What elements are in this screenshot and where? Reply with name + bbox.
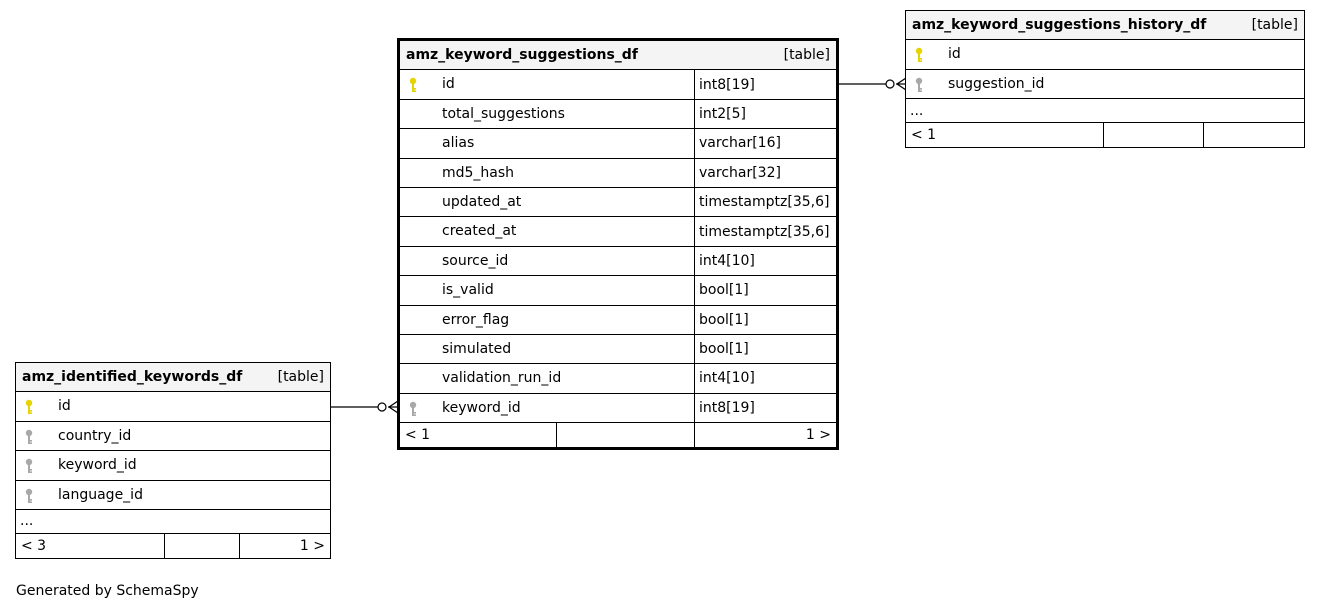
- column-row[interactable]: [400, 306, 836, 335]
- column-type: timestamptz[35,6]: [694, 188, 836, 216]
- column-name: is_valid: [442, 282, 494, 299]
- table-footer: [400, 423, 836, 447]
- parents-count[interactable]: < 1: [911, 127, 937, 144]
- relationship-suggestions-history: [838, 78, 906, 90]
- children-count: [1203, 123, 1304, 147]
- column-name: simulated: [442, 340, 512, 357]
- column-row[interactable]: [16, 392, 330, 421]
- primary-key-icon: [408, 77, 418, 93]
- children-count[interactable]: 1 >: [694, 423, 836, 447]
- column-type: varchar[16]: [694, 129, 836, 157]
- column-name: keyword_id: [58, 457, 137, 474]
- column-row[interactable]: [400, 364, 836, 393]
- column-name: alias: [442, 135, 475, 152]
- foreign-key-icon: [24, 429, 34, 445]
- column-row[interactable]: [400, 100, 836, 129]
- more-columns: ...: [906, 99, 1304, 123]
- column-row[interactable]: [400, 394, 836, 423]
- table-name[interactable]: amz_keyword_suggestions_df: [406, 47, 638, 63]
- generator-credit: Generated by SchemaSpy: [16, 583, 199, 599]
- column-row[interactable]: [400, 129, 836, 158]
- column-row[interactable]: [400, 159, 836, 188]
- column-type: int2[5]: [694, 100, 836, 128]
- parents-count[interactable]: < 1: [405, 427, 431, 444]
- table-kind: [table]: [1251, 17, 1298, 33]
- table-suggestions[interactable]: [397, 38, 839, 450]
- table-footer: [906, 123, 1304, 147]
- foreign-key-icon: [24, 458, 34, 474]
- column-row[interactable]: [400, 335, 836, 364]
- column-row[interactable]: [400, 70, 836, 99]
- column-name: md5_hash: [442, 164, 515, 181]
- column-name: id: [948, 46, 961, 63]
- foreign-key-icon: [408, 401, 418, 417]
- table-kind: [table]: [277, 369, 324, 385]
- relationship-identified-suggestions: [331, 401, 398, 413]
- children-count[interactable]: 1 >: [239, 534, 330, 558]
- table-header: [400, 41, 836, 70]
- table-identified[interactable]: [15, 362, 331, 559]
- column-row[interactable]: [400, 276, 836, 305]
- column-type: timestamptz[35,6]: [694, 217, 836, 245]
- column-type: int4[10]: [694, 247, 836, 275]
- column-row[interactable]: [16, 422, 330, 451]
- column-row[interactable]: [400, 247, 836, 276]
- column-row[interactable]: [16, 451, 330, 480]
- more-columns: ...: [16, 510, 330, 534]
- column-name: source_id: [442, 252, 509, 269]
- footer-spacer: [1103, 123, 1203, 147]
- column-type: bool[1]: [694, 306, 836, 334]
- column-row[interactable]: [906, 70, 1304, 99]
- column-name: country_id: [58, 427, 132, 444]
- column-name: created_at: [442, 223, 517, 240]
- table-name[interactable]: amz_identified_keywords_df: [22, 369, 243, 385]
- primary-key-icon: [24, 399, 34, 415]
- table-name[interactable]: amz_keyword_suggestions_history_df: [912, 17, 1207, 33]
- column-name: validation_run_id: [442, 370, 562, 387]
- column-type: int4[10]: [694, 364, 836, 392]
- column-row[interactable]: [400, 188, 836, 217]
- parents-count[interactable]: < 3: [21, 537, 47, 554]
- column-type: varchar[32]: [694, 159, 836, 187]
- column-type: bool[1]: [694, 335, 836, 363]
- column-name: language_id: [58, 486, 143, 503]
- column-type: bool[1]: [694, 276, 836, 304]
- column-name: suggestion_id: [948, 75, 1045, 92]
- column-name: total_suggestions: [442, 105, 565, 122]
- column-row[interactable]: [906, 40, 1304, 69]
- column-name: id: [58, 398, 71, 415]
- column-name: updated_at: [442, 193, 522, 210]
- column-name: keyword_id: [442, 399, 521, 416]
- column-type: int8[19]: [694, 394, 836, 422]
- table-header: [16, 363, 330, 392]
- table-kind: [table]: [783, 47, 830, 63]
- table-history[interactable]: [905, 10, 1305, 148]
- column-name: error_flag: [442, 311, 510, 328]
- column-row[interactable]: [16, 481, 330, 510]
- footer-spacer: [556, 423, 694, 447]
- table-header: [906, 11, 1304, 40]
- column-type: int8[19]: [694, 70, 836, 98]
- table-footer: [16, 534, 330, 558]
- footer-spacer: [164, 534, 239, 558]
- column-row[interactable]: [400, 217, 836, 246]
- foreign-key-icon: [914, 77, 924, 93]
- column-name: id: [442, 76, 455, 93]
- primary-key-icon: [914, 47, 924, 63]
- foreign-key-icon: [24, 488, 34, 504]
